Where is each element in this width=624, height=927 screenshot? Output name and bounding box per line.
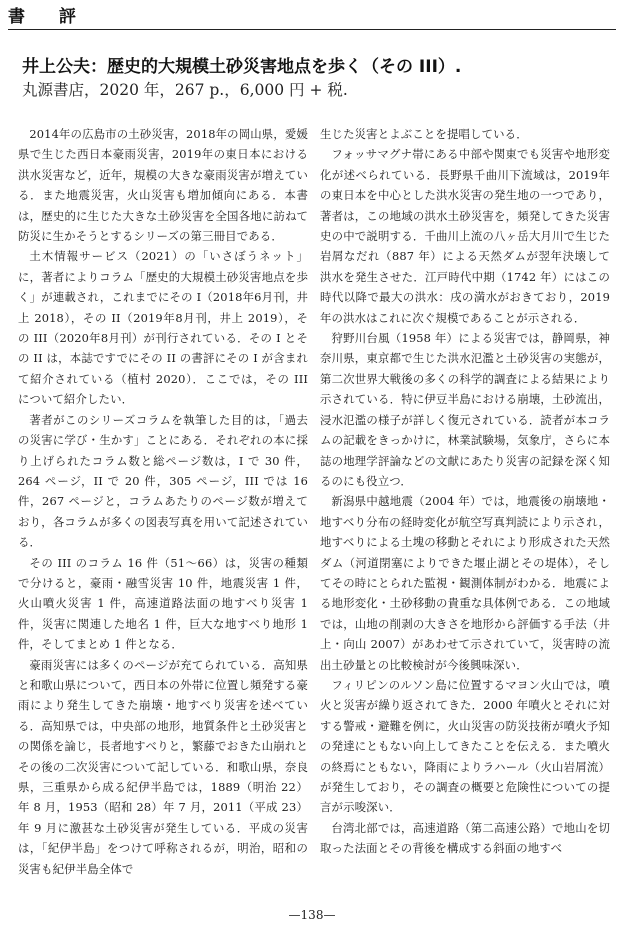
- header-rule: [8, 29, 616, 30]
- paragraph: 豪雨災害には多くのページが充てられている．高知県と和歌山県について，西日本の外帯に位置し頻発する豪雨により発生してきた崩壊・地すべり災害を述べている．高知県では，中央部の地形，地質条件と土砂災害との関係を論じ，長者地すべりと，繁藤でおきた山崩れとその後の二次災害について記している．和歌山県，奈良県，三重県から成る紀伊半島では，1889（明治 22）年 8 月，1953（昭和 28）年 7 月，2011（平成 23）年 9 月に激甚な土砂災害が発生している．平成の災害は，「紀伊半島」をつけて呼称されるが，明治，昭和の災害も紀伊半島全体で: [18, 657, 308, 876]
- paragraph: フィリピンのルソン島に位置するマヨン火山では，噴火と災害が繰り返されてきた．2000 年噴火とそれに対する警戒・避難を例に，火山災害の防災技術が噴火予知の発達にともない向上してきたことを伝える．また噴火の終焉にともない，降雨によりラハール（火山岩屑流）が発生しており，その調査の概要と危険性についての提言が示唆深い．: [320, 677, 610, 815]
- book-title: 井上公夫：歴史的大規模土砂災害地点を歩く（その III）.: [22, 57, 462, 77]
- paragraph: 新潟県中越地震（2004 年）では，地震後の崩壊地・地すべり分布の経時変化が航空写真判読により示され，地すべりによる土塊の移動とそれにより形成された天然ダム（河道閉塞によりできた堰止湖とその堤体），そしてその時にとられた監視・観測体制がわかる．地震による地形変化・土砂移動の貴重な具体例である．この地域では，山地の削剥の大きさを地形から評価する手法（井上・向山 2007）があわせて示されていて，災害時の流出土砂量との比較検討が今後興味深い．: [320, 494, 610, 672]
- paragraph: 土木情報サービス（2021）の「いさぼうネット」に，著者によりコラム「歴史的大規模土砂災害地点を歩く」が連載され，これまでにその I（2018年6月刊，井上 2018），その II（2019年8月刊，井上 2019），その III（2020年8月刊）が刊行されている．その I とその II は，本誌ですでにその II の書評にその I が含まれて紹介されている（植村 2020）．ここでは，その III について紹介したい．: [18, 249, 308, 407]
- paragraph: 台湾北部では，高速道路（第二高速公路）で地山を切取った法面とその背後を構成する斜面の地すべ: [320, 820, 610, 856]
- left-text-column: [18, 124, 308, 879]
- paragraph: その III のコラム 16 件（51～66）は，災害の種類で分けると，豪雨・融雪災害 10 件，地震災害 1 件，火山噴火災害 1 件，高速道路法面の地すべり災害 1 件，災害に関連した地名 1 件，巨大な地すべり地形 1 件，そしてまとめ 1 件となる．: [18, 555, 308, 652]
- section-header: 書 評: [8, 7, 90, 27]
- book-publisher-info: 丸源書店，2020 年，267 p.，6,000 円 + 税.: [22, 81, 348, 99]
- page-number: —138—: [288, 908, 336, 922]
- paragraph-continued: 生じた災害とよぶことを提唱している．: [320, 127, 528, 141]
- paragraph: 狩野川台風（1958 年）による災害では，静岡県，神奈川県，東京都で生じた洪水氾濫と土砂災害の実態が，第二次世界大戦後の多くの科学的調査による結果により示されている．特に伊豆半島における崩壊，土砂流出，浸水氾濫の様子が詳しく復元されている．読者が本コラムの記載をきっかけに，林業試験場，気象庁，さらに本誌の地理学評論などの文献にあたり災害の記録を深く知るのにも役立つ．: [320, 331, 610, 488]
- right-text-column: [320, 124, 610, 859]
- paragraph: 2014年の広島市の土砂災害，2018年の岡山県，愛媛県で生じた西日本豪雨災害，2019年の東日本における洪水災害など，近年，規模の大きな豪雨災害が増えている．また地震災害，火山災害も増加傾向にある．本書は，歴史的に生じた大きな土砂災害を全国各地に訪ねて防災に生かそうとするシリーズの第三冊目である．: [18, 127, 308, 244]
- paragraph: 著者がこのシリーズコラムを執筆した目的は，「過去の災害に学び・生かす」ことにある．それぞれの本に採り上げられたコラム数と総ページ数は，I で 30 件，264 ページ，II で 20 件，305 ページ，III では 16 件，267 ページと，コラムあたりのページ数が増えており，各コラムが多くの図表写真を用いて記述されている．: [18, 412, 308, 550]
- paragraph: フォッサマグナ帯にある中部や関東でも災害や地形変化が述べられている．長野県千曲川下流域は，2019年の東日本を中心とした洪水災害の発生地の一つであり，著者は，この地域の洪水土砂災害を，頻発してきた災害史の中で説明する．千曲川上流の八ヶ岳大月川で生じた岩屑なだれ（887 年）による天然ダムが翌年決壊して洪水を発生させた．江戸時代中期（1742 年）にはこの時代以降で最大の洪水：戌の満水がおきており，2019 年の洪水はこれに次ぐ規模であることが示される．: [320, 147, 610, 325]
